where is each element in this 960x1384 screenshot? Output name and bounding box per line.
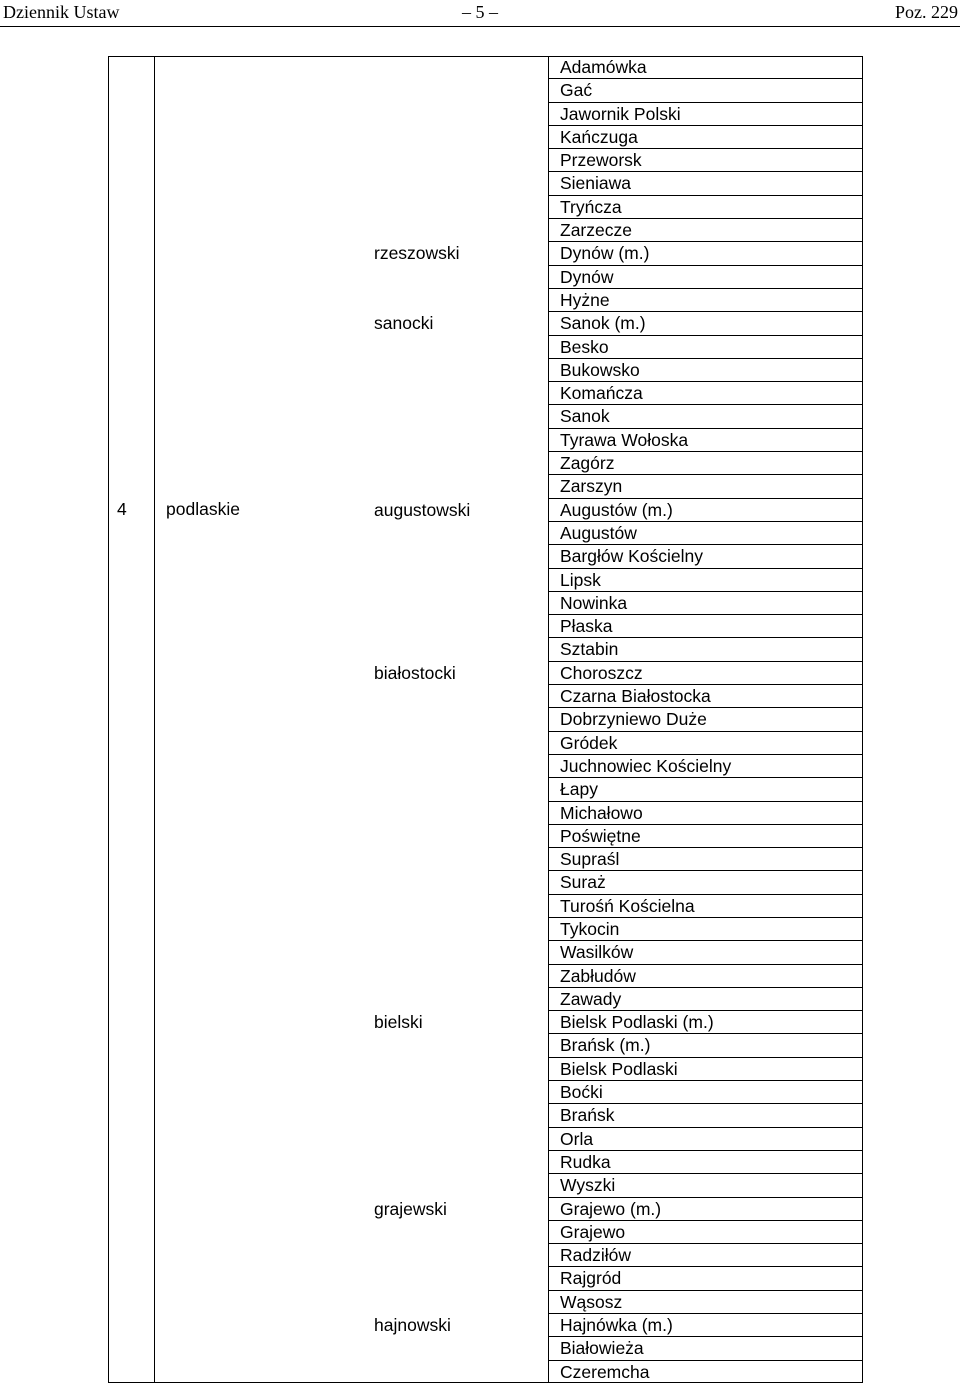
commune-name: Wyszki bbox=[560, 1175, 616, 1196]
table-row bbox=[549, 196, 862, 219]
table-row bbox=[549, 289, 862, 312]
commune-name: Tykocin bbox=[560, 918, 620, 939]
table-row bbox=[549, 732, 862, 755]
table-row bbox=[549, 382, 862, 405]
commune-name: Bielsk Podlaski bbox=[560, 1058, 678, 1079]
commune-name: Łapy bbox=[560, 779, 598, 800]
table-row bbox=[549, 126, 862, 149]
table-row bbox=[549, 592, 862, 615]
table-row bbox=[549, 988, 862, 1011]
commune-name: Boćki bbox=[560, 1082, 603, 1103]
table-row bbox=[549, 103, 862, 126]
commune-name: Grajewo bbox=[560, 1221, 626, 1242]
commune-name: Turośń Kościelna bbox=[560, 895, 695, 916]
table-row bbox=[549, 312, 862, 335]
page-number: – 5 – bbox=[462, 2, 498, 22]
commune-name: Sanok bbox=[560, 406, 610, 427]
table-row bbox=[549, 895, 862, 918]
commune-name: Kańczuga bbox=[560, 126, 638, 147]
table-row bbox=[549, 219, 862, 242]
district-name: białostocki bbox=[374, 662, 456, 683]
table-row bbox=[549, 405, 862, 428]
commune-name: Adamówka bbox=[560, 57, 647, 77]
commune-name: Hyżne bbox=[560, 289, 610, 310]
commune-name: Gródek bbox=[560, 732, 618, 753]
commune-name: Czarna Białostocka bbox=[560, 686, 711, 707]
table-row bbox=[549, 1174, 862, 1197]
table-row bbox=[549, 965, 862, 988]
commune-name: Zarszyn bbox=[560, 476, 623, 497]
district-name: rzeszowski bbox=[374, 243, 460, 264]
province-number: 4 bbox=[117, 499, 127, 519]
table-row bbox=[549, 1058, 862, 1081]
commune-name: Wasilków bbox=[560, 942, 634, 963]
commune-name: Brańsk (m.) bbox=[560, 1035, 651, 1056]
commune-name: Juchnowiec Kościelny bbox=[560, 755, 732, 776]
table-row bbox=[549, 429, 862, 452]
table-row bbox=[549, 149, 862, 172]
table-row bbox=[549, 918, 862, 941]
commune-name: Grajewo (m.) bbox=[560, 1198, 662, 1219]
table-row bbox=[549, 1314, 862, 1337]
table-row bbox=[549, 1104, 862, 1127]
table-row bbox=[549, 499, 862, 522]
commune-name: Sanok (m.) bbox=[560, 313, 646, 334]
page-header bbox=[0, 0, 960, 27]
table-row bbox=[549, 522, 862, 545]
commune-name: Lipsk bbox=[560, 569, 601, 590]
table-row bbox=[549, 1337, 862, 1360]
commune-name: Czeremcha bbox=[560, 1361, 650, 1382]
table-row bbox=[549, 941, 862, 964]
commune-name: Przeworsk bbox=[560, 150, 642, 171]
commune-name: Suraż bbox=[560, 872, 606, 893]
commune-name: Rajgród bbox=[560, 1268, 622, 1289]
table-row bbox=[549, 1221, 862, 1244]
table-row bbox=[549, 475, 862, 498]
table-row bbox=[549, 685, 862, 708]
table-row bbox=[549, 708, 862, 731]
table-row bbox=[549, 755, 862, 778]
commune-name: Dynów (m.) bbox=[560, 243, 650, 264]
commune-name: Płaska bbox=[560, 616, 613, 637]
commune-name: Augustów (m.) bbox=[560, 499, 673, 520]
district-name: sanocki bbox=[374, 313, 434, 334]
commune-name: Nowinka bbox=[560, 592, 628, 613]
table-row bbox=[549, 825, 862, 848]
commune-name: Zagórz bbox=[560, 453, 615, 474]
table-row bbox=[549, 638, 862, 661]
table-row bbox=[549, 778, 862, 801]
commune-name: Zabłudów bbox=[560, 965, 636, 986]
commune-name: Tyrawa Wołoska bbox=[560, 429, 689, 450]
commune-column bbox=[549, 56, 862, 1384]
commune-name: Bargłów Kościelny bbox=[560, 546, 703, 567]
district-name: hajnowski bbox=[374, 1315, 451, 1336]
table-row bbox=[549, 1198, 862, 1221]
table-row bbox=[549, 545, 862, 568]
commune-name: Choroszcz bbox=[560, 662, 643, 683]
commune-name: Rudka bbox=[560, 1151, 611, 1172]
table-row bbox=[549, 1081, 862, 1104]
commune-name: Zawady bbox=[560, 988, 622, 1009]
position-number: Poz. 229 bbox=[895, 2, 958, 22]
commune-name: Jawornik Polski bbox=[560, 103, 681, 124]
commune-name: Dynów bbox=[560, 266, 614, 287]
table-row bbox=[549, 336, 862, 359]
journal-title: Dziennik Ustaw bbox=[3, 2, 120, 22]
table-row bbox=[549, 615, 862, 638]
table-row bbox=[549, 79, 862, 102]
district-name: bielski bbox=[374, 1012, 423, 1033]
table-row bbox=[549, 359, 862, 382]
table-row bbox=[549, 1361, 862, 1384]
commune-name: Supraśl bbox=[560, 849, 620, 870]
commune-name: Besko bbox=[560, 336, 609, 357]
table-row bbox=[549, 1034, 862, 1057]
table-row bbox=[549, 1267, 862, 1290]
commune-name: Hajnówka (m.) bbox=[560, 1315, 673, 1336]
commune-name: Białowieża bbox=[560, 1338, 644, 1359]
commune-name: Orla bbox=[560, 1128, 594, 1149]
table-row bbox=[549, 848, 862, 871]
table-row bbox=[549, 452, 862, 475]
table-row bbox=[549, 1291, 862, 1314]
commune-name: Brańsk bbox=[560, 1105, 615, 1126]
table-row bbox=[549, 871, 862, 894]
table-row bbox=[549, 1011, 862, 1034]
commune-name: Zarzecze bbox=[560, 220, 632, 241]
commune-name: Augustów bbox=[560, 522, 637, 543]
table-row bbox=[549, 1244, 862, 1267]
commune-name: Dobrzyniewo Duże bbox=[560, 709, 707, 730]
table-row bbox=[549, 266, 862, 289]
commune-name: Radziłów bbox=[560, 1245, 631, 1266]
table-row bbox=[549, 56, 862, 79]
commune-name: Gać bbox=[560, 80, 593, 101]
table-row bbox=[549, 242, 862, 265]
commune-name: Bukowsko bbox=[560, 359, 640, 380]
table-row bbox=[549, 1128, 862, 1151]
table-row bbox=[549, 802, 862, 825]
commune-name: Wąsosz bbox=[560, 1291, 623, 1312]
commune-name: Sztabin bbox=[560, 639, 619, 660]
district-name: grajewski bbox=[374, 1198, 447, 1219]
table-row bbox=[549, 662, 862, 685]
commune-name: Poświętne bbox=[560, 825, 641, 846]
table-row bbox=[549, 172, 862, 195]
commune-name: Bielsk Podlaski (m.) bbox=[560, 1012, 714, 1033]
district-name: augustowski bbox=[374, 499, 471, 520]
column-divider-1 bbox=[154, 56, 155, 1383]
commune-name: Komańcza bbox=[560, 383, 643, 404]
commune-name: Tryńcza bbox=[560, 196, 622, 217]
table-row bbox=[549, 1151, 862, 1174]
province-name: podlaskie bbox=[166, 499, 240, 519]
commune-name: Sieniawa bbox=[560, 173, 632, 194]
table-row bbox=[549, 569, 862, 592]
commune-name: Michałowo bbox=[560, 802, 643, 823]
